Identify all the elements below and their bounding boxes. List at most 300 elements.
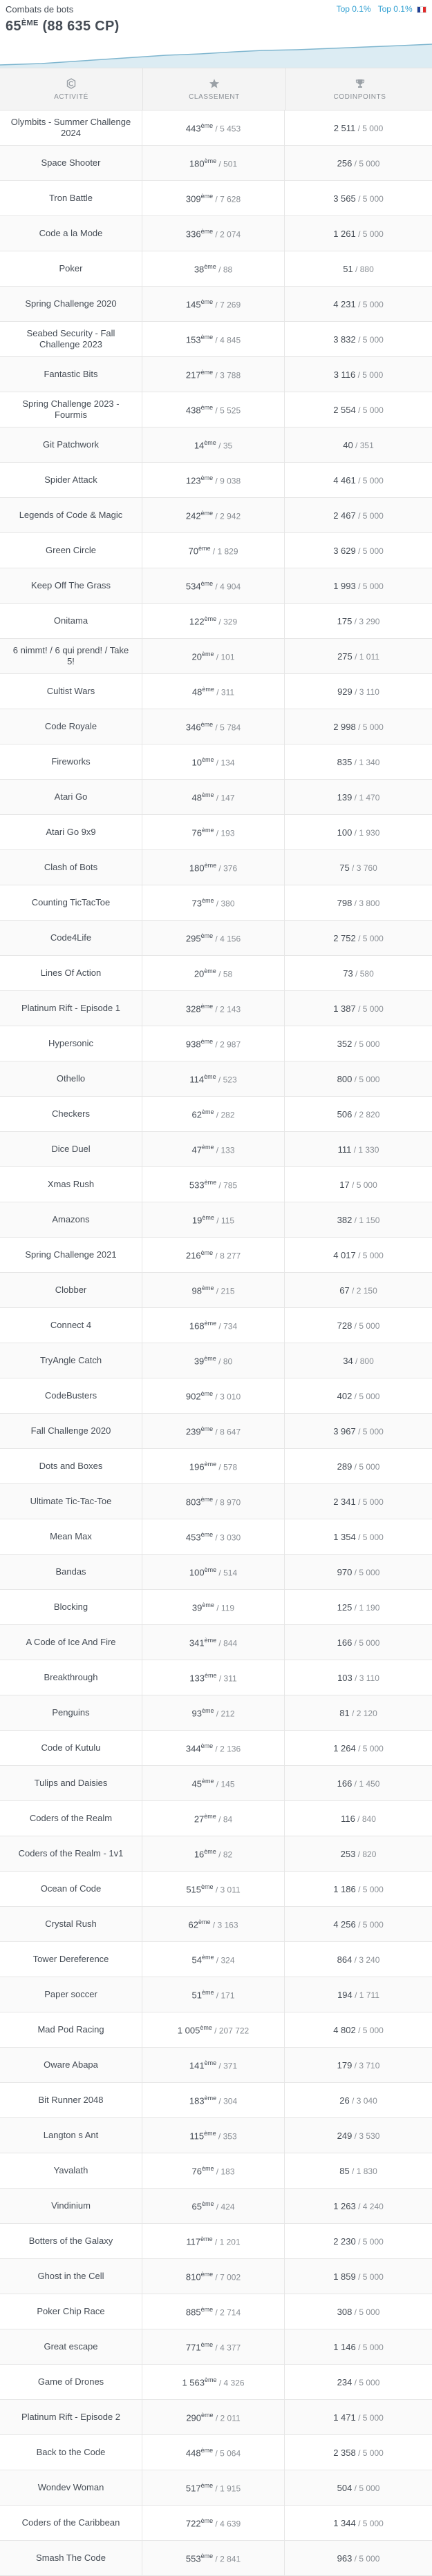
table-row[interactable]	[0, 2435, 432, 2470]
activity-name[interactable]: Code of Kutulu	[41, 1742, 101, 1753]
codinpoints-separator: /	[355, 546, 363, 556]
rank-suffix: ème	[198, 1918, 211, 1925]
codinpoints-max: 840	[361, 1814, 376, 1824]
activity-name[interactable]: Cultist Wars	[46, 686, 95, 696]
activity-name[interactable]: Smash The Code	[36, 2553, 106, 2563]
table-row[interactable]	[0, 1590, 432, 1625]
activity-cell[interactable]	[0, 1836, 142, 1871]
table-row[interactable]	[0, 1308, 432, 1343]
table-row[interactable]	[0, 850, 432, 885]
table-row[interactable]	[0, 1907, 432, 1942]
activity-name[interactable]: Coders of the Realm	[29, 1813, 113, 1823]
activity-cell[interactable]	[0, 2435, 142, 2470]
activity-cell[interactable]	[0, 1519, 142, 1554]
codinpoints-cell	[285, 639, 432, 673]
activity-name[interactable]: Atari Go	[54, 791, 88, 802]
activity-cell[interactable]	[0, 780, 142, 814]
rank-position: 14	[194, 440, 205, 451]
rank-suffix: ème	[204, 1354, 216, 1362]
activity-name[interactable]: Dots and Boxes	[39, 1461, 103, 1471]
column-ranking-label: CLASSEMENT	[189, 93, 240, 101]
activity-name[interactable]: Mad Pod Racing	[37, 2024, 104, 2035]
activity-cell[interactable]	[0, 392, 142, 427]
table-row[interactable]	[0, 2400, 432, 2435]
activity-cell[interactable]	[0, 744, 142, 779]
activity-cell[interactable]	[0, 2118, 142, 2153]
table-row[interactable]	[0, 1731, 432, 1766]
rank-suffix: ème	[201, 1777, 214, 1785]
codinpoints-cell	[285, 2189, 432, 2223]
ranking-cell	[142, 1977, 285, 2012]
rank-total: 4 845	[220, 335, 241, 345]
rank-position: 98	[191, 1285, 202, 1296]
table-row[interactable]	[0, 921, 432, 956]
activity-cell[interactable]	[0, 1907, 142, 1941]
table-row[interactable]	[0, 1555, 432, 1590]
table-row[interactable]	[0, 815, 432, 850]
activity-cell[interactable]	[0, 2048, 142, 2082]
activity-name[interactable]: Bit Runner 2048	[38, 2095, 104, 2105]
table-row[interactable]	[0, 2259, 432, 2294]
table-row[interactable]	[0, 322, 432, 357]
ranking-cell	[142, 392, 285, 427]
ranking-value	[189, 2130, 236, 2141]
table-row[interactable]	[0, 2470, 432, 2506]
table-row[interactable]	[0, 709, 432, 744]
ranking-cell	[142, 568, 285, 603]
table-row[interactable]	[0, 181, 432, 216]
table-row[interactable]	[0, 744, 432, 780]
table-row[interactable]	[0, 2294, 432, 2329]
activity-cell[interactable]	[0, 1097, 142, 1131]
table-row[interactable]	[0, 2329, 432, 2365]
activity-cell[interactable]	[0, 1202, 142, 1237]
rank-separator: /	[212, 2237, 220, 2247]
ranking-cell	[142, 357, 285, 392]
activity-name[interactable]: Checkers	[52, 1108, 90, 1119]
top-world[interactable]: Top 0.1%	[336, 4, 371, 14]
activity-cell[interactable]	[0, 568, 142, 603]
codinpoints-max: 351	[359, 440, 374, 450]
table-row[interactable]	[0, 1660, 432, 1695]
activity-cell[interactable]	[0, 110, 142, 145]
ranking-value	[186, 193, 241, 204]
table-row[interactable]	[0, 2365, 432, 2400]
activity-cell[interactable]	[0, 1308, 142, 1343]
activity-name[interactable]: Ghost in the Cell	[37, 2271, 104, 2281]
activity-cell[interactable]	[0, 357, 142, 392]
activity-cell[interactable]	[0, 1731, 142, 1765]
activity-name[interactable]: Penguins	[52, 1707, 90, 1718]
activity-name[interactable]: Code a la Mode	[39, 228, 103, 238]
activity-cell[interactable]	[0, 1625, 142, 1660]
activity-name[interactable]: Tower Dereference	[32, 1954, 109, 1964]
rank-position: 153	[185, 334, 201, 345]
rank-suffix: ème	[201, 1988, 214, 1996]
table-row[interactable]	[0, 251, 432, 287]
table-row[interactable]	[0, 1378, 432, 1414]
activity-cell[interactable]	[0, 1238, 142, 1272]
activity-cell[interactable]	[0, 1343, 142, 1378]
activity-name[interactable]: Spider Attack	[44, 474, 97, 485]
activity-name[interactable]: Counting TicTacToe	[31, 897, 111, 907]
codinpoints-value	[337, 792, 380, 802]
activity-cell[interactable]	[0, 815, 142, 849]
table-row[interactable]	[0, 1167, 432, 1202]
activity-name[interactable]: Breakthrough	[44, 1672, 98, 1682]
activity-name[interactable]: Git Patchwork	[43, 439, 99, 450]
activity-cell[interactable]	[0, 1449, 142, 1483]
activity-name[interactable]: Hypersonic	[48, 1038, 94, 1048]
activity-name[interactable]: Fantastic Bits	[44, 369, 98, 379]
table-row[interactable]	[0, 533, 432, 568]
activity-name[interactable]: Spring Challenge 2020	[25, 298, 117, 309]
activity-cell[interactable]	[0, 885, 142, 920]
activity-name[interactable]: Crystal Rush	[45, 1919, 97, 1929]
activity-cell[interactable]	[0, 674, 142, 709]
activity-name[interactable]: Coders of the Caribbean	[21, 2517, 120, 2528]
rank-separator: /	[213, 511, 220, 521]
table-row[interactable]	[0, 956, 432, 991]
activity-name[interactable]: Yavalath	[53, 2165, 88, 2175]
activity-name[interactable]: Olymbits - Summer Challenge 2024	[10, 117, 131, 138]
codinpoints-value	[337, 158, 380, 169]
activity-cell[interactable]	[0, 956, 142, 990]
table-row[interactable]	[0, 674, 432, 709]
rank-total: 785	[223, 1180, 238, 1191]
table-row[interactable]	[0, 1026, 432, 1061]
activity-cell[interactable]	[0, 1555, 142, 1589]
activity-cell[interactable]	[0, 463, 142, 497]
ranking-value	[186, 1249, 241, 1260]
table-row[interactable]	[0, 498, 432, 533]
activity-cell[interactable]	[0, 2083, 142, 2117]
activity-cell[interactable]	[0, 2541, 142, 2575]
table-row[interactable]	[0, 568, 432, 604]
activity-cell[interactable]	[0, 1167, 142, 1202]
activity-cell[interactable]	[0, 251, 142, 286]
activity-cell[interactable]	[0, 1414, 142, 1448]
rank-suffix: ème	[200, 2305, 214, 2313]
codinpoints-max: 5 000	[362, 2448, 384, 2458]
codinpoints-cell	[285, 463, 432, 497]
table-row[interactable]	[0, 604, 432, 639]
codinpoints-value	[333, 1532, 384, 1542]
table-row[interactable]	[0, 1414, 432, 1449]
table-row[interactable]	[0, 1238, 432, 1273]
activity-name[interactable]: Blocking	[53, 1602, 88, 1612]
activity-name[interactable]: Keep Off The Grass	[30, 580, 111, 590]
activity-name[interactable]: Lines Of Action	[40, 968, 102, 978]
activity-cell[interactable]	[0, 322, 142, 356]
activity-name[interactable]: Tulips and Daisies	[34, 1778, 108, 1788]
activity-name[interactable]: Spring Challenge 2021	[25, 1249, 117, 1260]
table-row[interactable]	[0, 216, 432, 251]
table-row[interactable]	[0, 1273, 432, 1308]
rank-total: 145	[220, 1779, 235, 1789]
rank-position: 180	[189, 158, 205, 169]
activity-cell[interactable]	[0, 639, 142, 673]
activity-cell[interactable]	[0, 146, 142, 180]
table-row[interactable]	[0, 2048, 432, 2083]
ranking-value	[178, 2024, 249, 2035]
codinpoints-cell	[285, 2365, 432, 2399]
table-row[interactable]	[0, 1695, 432, 1731]
activity-name[interactable]: Othello	[56, 1073, 86, 1084]
activity-cell[interactable]	[0, 2189, 142, 2223]
codinpoints-earned: 504	[337, 2482, 353, 2493]
activity-name[interactable]: Onitama	[53, 615, 88, 626]
activity-cell[interactable]	[0, 991, 142, 1026]
codinpoints-max: 5 000	[362, 2271, 384, 2282]
activity-cell[interactable]	[0, 2224, 142, 2258]
codinpoints-cell	[285, 110, 432, 145]
table-row[interactable]	[0, 110, 432, 146]
codinpoints-cell	[285, 1766, 432, 1800]
table-row[interactable]	[0, 1449, 432, 1484]
activity-cell[interactable]	[0, 2012, 142, 2047]
table-row[interactable]	[0, 392, 432, 427]
activity-name[interactable]: Clash of Bots	[44, 862, 98, 872]
table-row[interactable]	[0, 463, 432, 498]
codinpoints-separator: /	[353, 968, 360, 979]
activity-cell[interactable]	[0, 1766, 142, 1800]
activity-cell[interactable]	[0, 1660, 142, 1695]
activity-name[interactable]: Vindinium	[51, 2200, 91, 2211]
table-row[interactable]	[0, 2506, 432, 2541]
table-row[interactable]	[0, 1519, 432, 1555]
activity-cell[interactable]	[0, 2506, 142, 2540]
table-row[interactable]	[0, 2153, 432, 2189]
activity-cell[interactable]	[0, 2365, 142, 2399]
codinpoints-max: 5 000	[362, 1426, 384, 1436]
top-country-label: Top 0.1%	[377, 4, 413, 14]
activity-name[interactable]: Connect 4	[50, 1320, 92, 1330]
table-row[interactable]	[0, 1836, 432, 1872]
table-row[interactable]	[0, 2118, 432, 2153]
rank-number: 65	[6, 19, 21, 34]
codinpoints-value	[343, 968, 374, 979]
table-row[interactable]	[0, 2189, 432, 2224]
ranking-value	[189, 1672, 236, 1683]
rank-total: 82	[223, 1849, 233, 1860]
rank-total: 7 002	[220, 2272, 241, 2282]
codinpoints-earned: 728	[337, 1320, 353, 1331]
activity-name[interactable]: Mean Max	[50, 1531, 92, 1541]
activity-name[interactable]: TryAngle Catch	[39, 1355, 102, 1365]
table-row[interactable]	[0, 1766, 432, 1801]
leaderboard-table	[0, 110, 432, 2576]
codinpoints-separator: /	[355, 1532, 363, 1542]
table-row[interactable]	[0, 1942, 432, 1977]
codinpoints-separator: /	[355, 1003, 363, 1014]
activity-cell[interactable]	[0, 498, 142, 532]
activity-cell[interactable]	[0, 2294, 142, 2329]
ranking-value	[192, 686, 234, 697]
rank-suffix: ème	[204, 262, 216, 270]
activity-name[interactable]: Code Royale	[44, 721, 97, 731]
activity-cell[interactable]	[0, 1872, 142, 1906]
activity-name[interactable]: 6 nimmt! / 6 qui prend! / Take 5!	[12, 645, 129, 666]
activity-cell[interactable]	[0, 287, 142, 321]
column-ranking[interactable]	[143, 68, 286, 110]
rank-suffix: ème	[201, 2200, 214, 2207]
activity-name[interactable]: Platinum Rift - Episode 1	[21, 1003, 121, 1013]
table-row[interactable]	[0, 2012, 432, 2048]
table-row[interactable]	[0, 1801, 432, 1836]
codinpoints-separator: /	[355, 1743, 363, 1753]
activity-cell[interactable]	[0, 181, 142, 215]
activity-name[interactable]: Xmas Rush	[47, 1179, 95, 1189]
table-row[interactable]	[0, 1977, 432, 2012]
activity-name[interactable]: Legends of Code & Magic	[19, 510, 123, 520]
activity-name[interactable]: Platinum Rift - Episode 2	[21, 2412, 121, 2422]
table-row[interactable]	[0, 991, 432, 1026]
table-row[interactable]	[0, 1484, 432, 1519]
codinpoints-separator: /	[349, 1285, 357, 1296]
activity-cell[interactable]	[0, 850, 142, 885]
activity-name[interactable]: Green Circle	[46, 545, 96, 555]
ranking-cell	[142, 2435, 285, 2470]
activity-name[interactable]: Oware Abapa	[44, 2059, 98, 2070]
activity-name[interactable]: Paper soccer	[44, 1989, 97, 1999]
activity-name[interactable]: Great escape	[44, 2341, 98, 2352]
activity-cell[interactable]	[0, 1590, 142, 1624]
codinpoints-cell	[285, 1695, 432, 1730]
codinpoints-earned: 1 471	[333, 2412, 356, 2423]
activity-cell[interactable]	[0, 1801, 142, 1836]
codinpoints-cell	[285, 1590, 432, 1624]
activity-name[interactable]: Fireworks	[51, 756, 91, 767]
activity-cell[interactable]	[0, 216, 142, 251]
table-row[interactable]	[0, 639, 432, 674]
column-activity[interactable]	[0, 68, 143, 110]
top-country[interactable]	[378, 4, 426, 14]
activity-cell[interactable]	[0, 1695, 142, 1730]
activity-name[interactable]: Poker	[59, 263, 83, 273]
rank-suffix: ème	[201, 756, 214, 763]
activity-cell[interactable]	[0, 2329, 142, 2364]
activity-cell[interactable]	[0, 1378, 142, 1413]
codinpoints-separator: /	[353, 1356, 360, 1366]
column-codinpoints[interactable]	[286, 68, 432, 110]
codinpoints-value	[333, 722, 384, 732]
rank-separator: /	[214, 1779, 221, 1789]
activity-cell[interactable]	[0, 2400, 142, 2434]
activity-cell[interactable]	[0, 2153, 142, 2188]
ranking-value	[191, 1778, 234, 1789]
activity-cell[interactable]	[0, 1977, 142, 2012]
activity-name[interactable]: Seabed Security - Fall Challenge 2023	[26, 328, 115, 349]
table-row[interactable]	[0, 1097, 432, 1132]
activity-name[interactable]: Ocean of Code	[40, 1883, 102, 1894]
section-title: Combats de bots	[6, 4, 74, 15]
codinpoints-value	[338, 1144, 379, 1155]
activity-name[interactable]: Spring Challenge 2023 - Fourmis	[22, 398, 120, 420]
rank-separator: /	[213, 934, 220, 944]
codinpoints-value	[337, 651, 379, 662]
ranking-cell	[142, 533, 285, 568]
table-row[interactable]	[0, 2541, 432, 2576]
activity-cell[interactable]	[0, 2259, 142, 2294]
table-row[interactable]	[0, 427, 432, 463]
activity-name[interactable]: Game of Drones	[37, 2376, 104, 2387]
activity-cell[interactable]	[0, 1026, 142, 1061]
activity-name[interactable]: Wondev Woman	[37, 2482, 104, 2492]
activity-name[interactable]: Atari Go 9x9	[46, 827, 96, 837]
activity-name[interactable]: Space Shooter	[41, 157, 101, 168]
activity-name[interactable]: Coders of the Realm - 1v1	[18, 1848, 124, 1858]
rank-suffix: ème	[200, 1249, 214, 1256]
codinpoints-cell	[285, 1167, 432, 1202]
activity-cell[interactable]	[0, 2470, 142, 2505]
table-row[interactable]	[0, 1132, 432, 1167]
rank-total: 2 987	[220, 1039, 241, 1050]
activity-cell[interactable]	[0, 1132, 142, 1166]
activity-cell[interactable]	[0, 1273, 142, 1307]
rank-separator: /	[210, 546, 218, 557]
table-row[interactable]	[0, 357, 432, 392]
table-row[interactable]	[0, 1202, 432, 1238]
ranking-cell	[142, 604, 285, 638]
activity-cell[interactable]	[0, 427, 142, 462]
activity-name[interactable]: Botters of the Galaxy	[28, 2236, 113, 2246]
codinpoints-earned: 51	[343, 263, 353, 274]
activity-name[interactable]: Clobber	[55, 1285, 87, 1295]
table-row[interactable]	[0, 1343, 432, 1378]
activity-name[interactable]: Back to the Code	[36, 2447, 106, 2457]
activity-name[interactable]: A Code of Ice And Fire	[26, 1637, 116, 1647]
codinpoints-separator: /	[355, 933, 363, 943]
activity-name[interactable]: Fall Challenge 2020	[30, 1425, 111, 1436]
activity-cell[interactable]	[0, 1061, 142, 1096]
activity-cell[interactable]	[0, 1484, 142, 1519]
activity-cell[interactable]	[0, 533, 142, 568]
activity-name[interactable]: Code4Life	[50, 932, 92, 943]
codinpoints-max: 1 830	[356, 2166, 377, 2176]
codinpoints-cell	[285, 216, 432, 251]
codinpoints-max: 5 000	[359, 1074, 380, 1084]
codinpoints-earned: 17	[339, 1179, 350, 1190]
table-row[interactable]	[0, 146, 432, 181]
codinpoints-cell	[285, 1660, 432, 1695]
table-row[interactable]	[0, 780, 432, 815]
activity-name[interactable]: Dice Duel	[51, 1144, 91, 1154]
activity-cell[interactable]	[0, 709, 142, 744]
table-row[interactable]	[0, 287, 432, 322]
activity-cell[interactable]	[0, 1942, 142, 1977]
activity-cell[interactable]	[0, 604, 142, 638]
table-row[interactable]	[0, 1872, 432, 1907]
codinpoints-separator: /	[355, 722, 363, 732]
activity-name[interactable]: CodeBusters	[44, 1390, 97, 1401]
activity-name[interactable]: Poker Chip Race	[37, 2306, 105, 2316]
table-row[interactable]	[0, 2083, 432, 2118]
activity-name[interactable]: Amazons	[52, 1214, 90, 1224]
activity-name[interactable]: Tron Battle	[48, 193, 93, 203]
codinpoints-separator: /	[355, 2201, 363, 2211]
table-row[interactable]	[0, 1625, 432, 1660]
table-row[interactable]	[0, 1061, 432, 1097]
codinpoints-cell	[285, 1731, 432, 1765]
table-row[interactable]	[0, 2224, 432, 2259]
activity-cell[interactable]	[0, 921, 142, 955]
activity-name[interactable]: Ultimate Tic-Tac-Toe	[30, 1496, 112, 1506]
rank-total: 84	[223, 1814, 233, 1825]
activity-name[interactable]: Langton s Ant	[43, 2130, 99, 2140]
table-row[interactable]	[0, 885, 432, 921]
activity-name[interactable]: Bandas	[55, 1566, 86, 1577]
